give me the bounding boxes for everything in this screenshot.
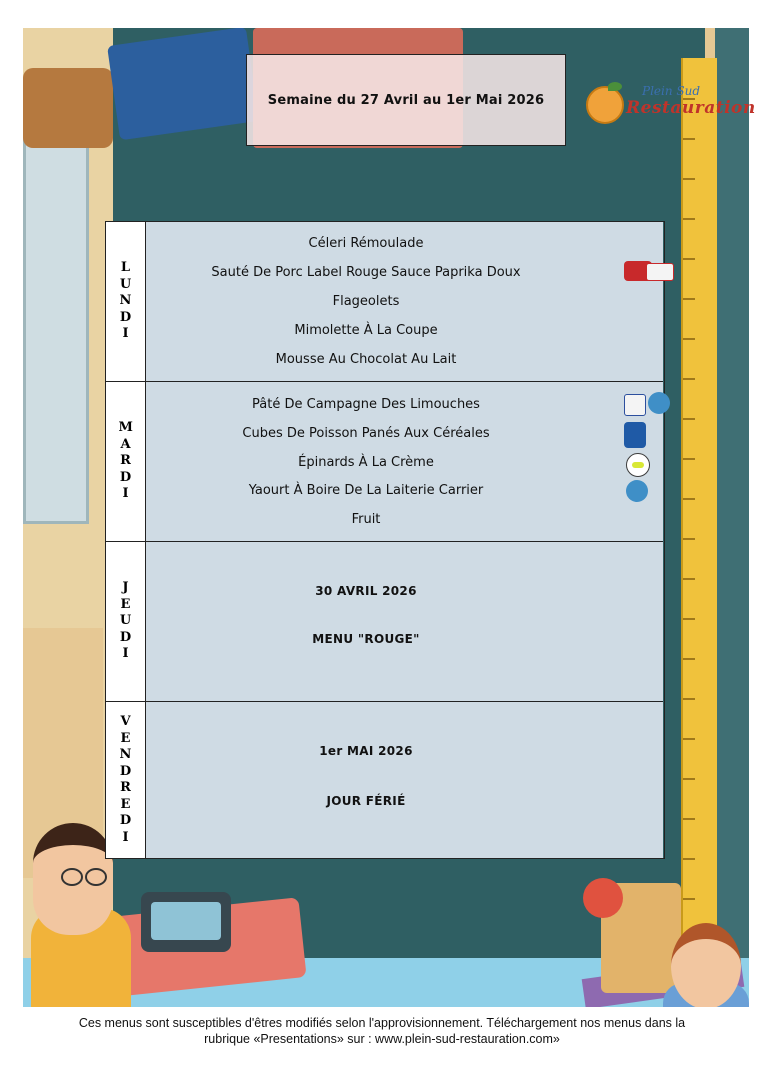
day-label-cell [106,222,146,381]
ruler-illustration [681,58,717,958]
day-notes [146,702,663,858]
msc-peche-durable-icon [624,422,646,448]
footer-line1: Ces menus sont susceptibles d'êtres modifiés selon l'approvisionnement. Téléchargement nos menus dans la [78,1016,686,1030]
tomato-illustration [583,878,623,918]
logo-line1: Plein Sud [642,84,701,98]
menu-table [105,221,665,859]
brand-logo [586,82,756,126]
day-label-cell [106,542,146,701]
backpack-illustration [23,68,113,148]
ce2-label-icon [626,453,650,477]
day-label: VENDREDI [119,714,132,845]
day-row-jeudi [106,542,663,702]
day-row-vendredi [106,702,663,858]
dish-item: Yaourt À Boire De La Laiterie Carrier [248,483,484,498]
day-note: MENU "ROUGE" [312,632,420,646]
logo-line2: Restauration [626,98,756,118]
dish-item: Sauté De Porc Label Rouge Sauce Paprika Doux [211,265,521,280]
dish-item: Fruit [351,512,381,527]
orange-logo-icon [586,86,624,124]
day-note: 1er MAI 2026 [319,744,413,758]
boy-head-illustration [671,923,741,1007]
origine-france-icon [624,394,646,416]
dish-item: Cubes De Poisson Panés Aux Céréales [242,426,490,441]
label-rouge-icon [624,261,652,281]
tablet-illustration [141,892,231,952]
day-dishes [146,382,663,541]
dish-item: Mousse Au Chocolat Au Lait [275,352,457,367]
day-notes [146,542,663,701]
dish-item: Céleri Rémoulade [308,236,424,251]
day-label-cell [106,702,146,858]
dish-item: Épinards À La Crème [298,455,434,470]
day-dishes [146,222,663,381]
day-label: MARDI [118,420,133,502]
footer-line2: rubrique «Presentations» sur : www.plein-sud-restauration.com» [204,1032,560,1046]
footer-disclaimer [0,1015,764,1047]
dish-item: Flageolets [332,294,400,309]
local-producer-icon [626,480,648,502]
dish-item: Mimolette À La Coupe [294,323,438,338]
day-label: LUNDI [119,260,132,342]
day-label: JEUDI [119,580,132,662]
dish-item: Pâté De Campagne Des Limouches [252,397,480,412]
book-illustration [107,28,259,140]
regional-label-icon [648,392,670,414]
week-title: Semaine du 27 Avril au 1er Mai 2026 [267,92,545,108]
day-label-cell [106,382,146,541]
day-note: JOUR FÉRIÉ [326,794,406,808]
day-row-lundi [106,222,663,382]
week-header [246,54,566,146]
glasses-illustration [61,868,111,882]
day-row-mardi [106,382,663,542]
day-note: 30 AVRIL 2026 [315,584,417,598]
